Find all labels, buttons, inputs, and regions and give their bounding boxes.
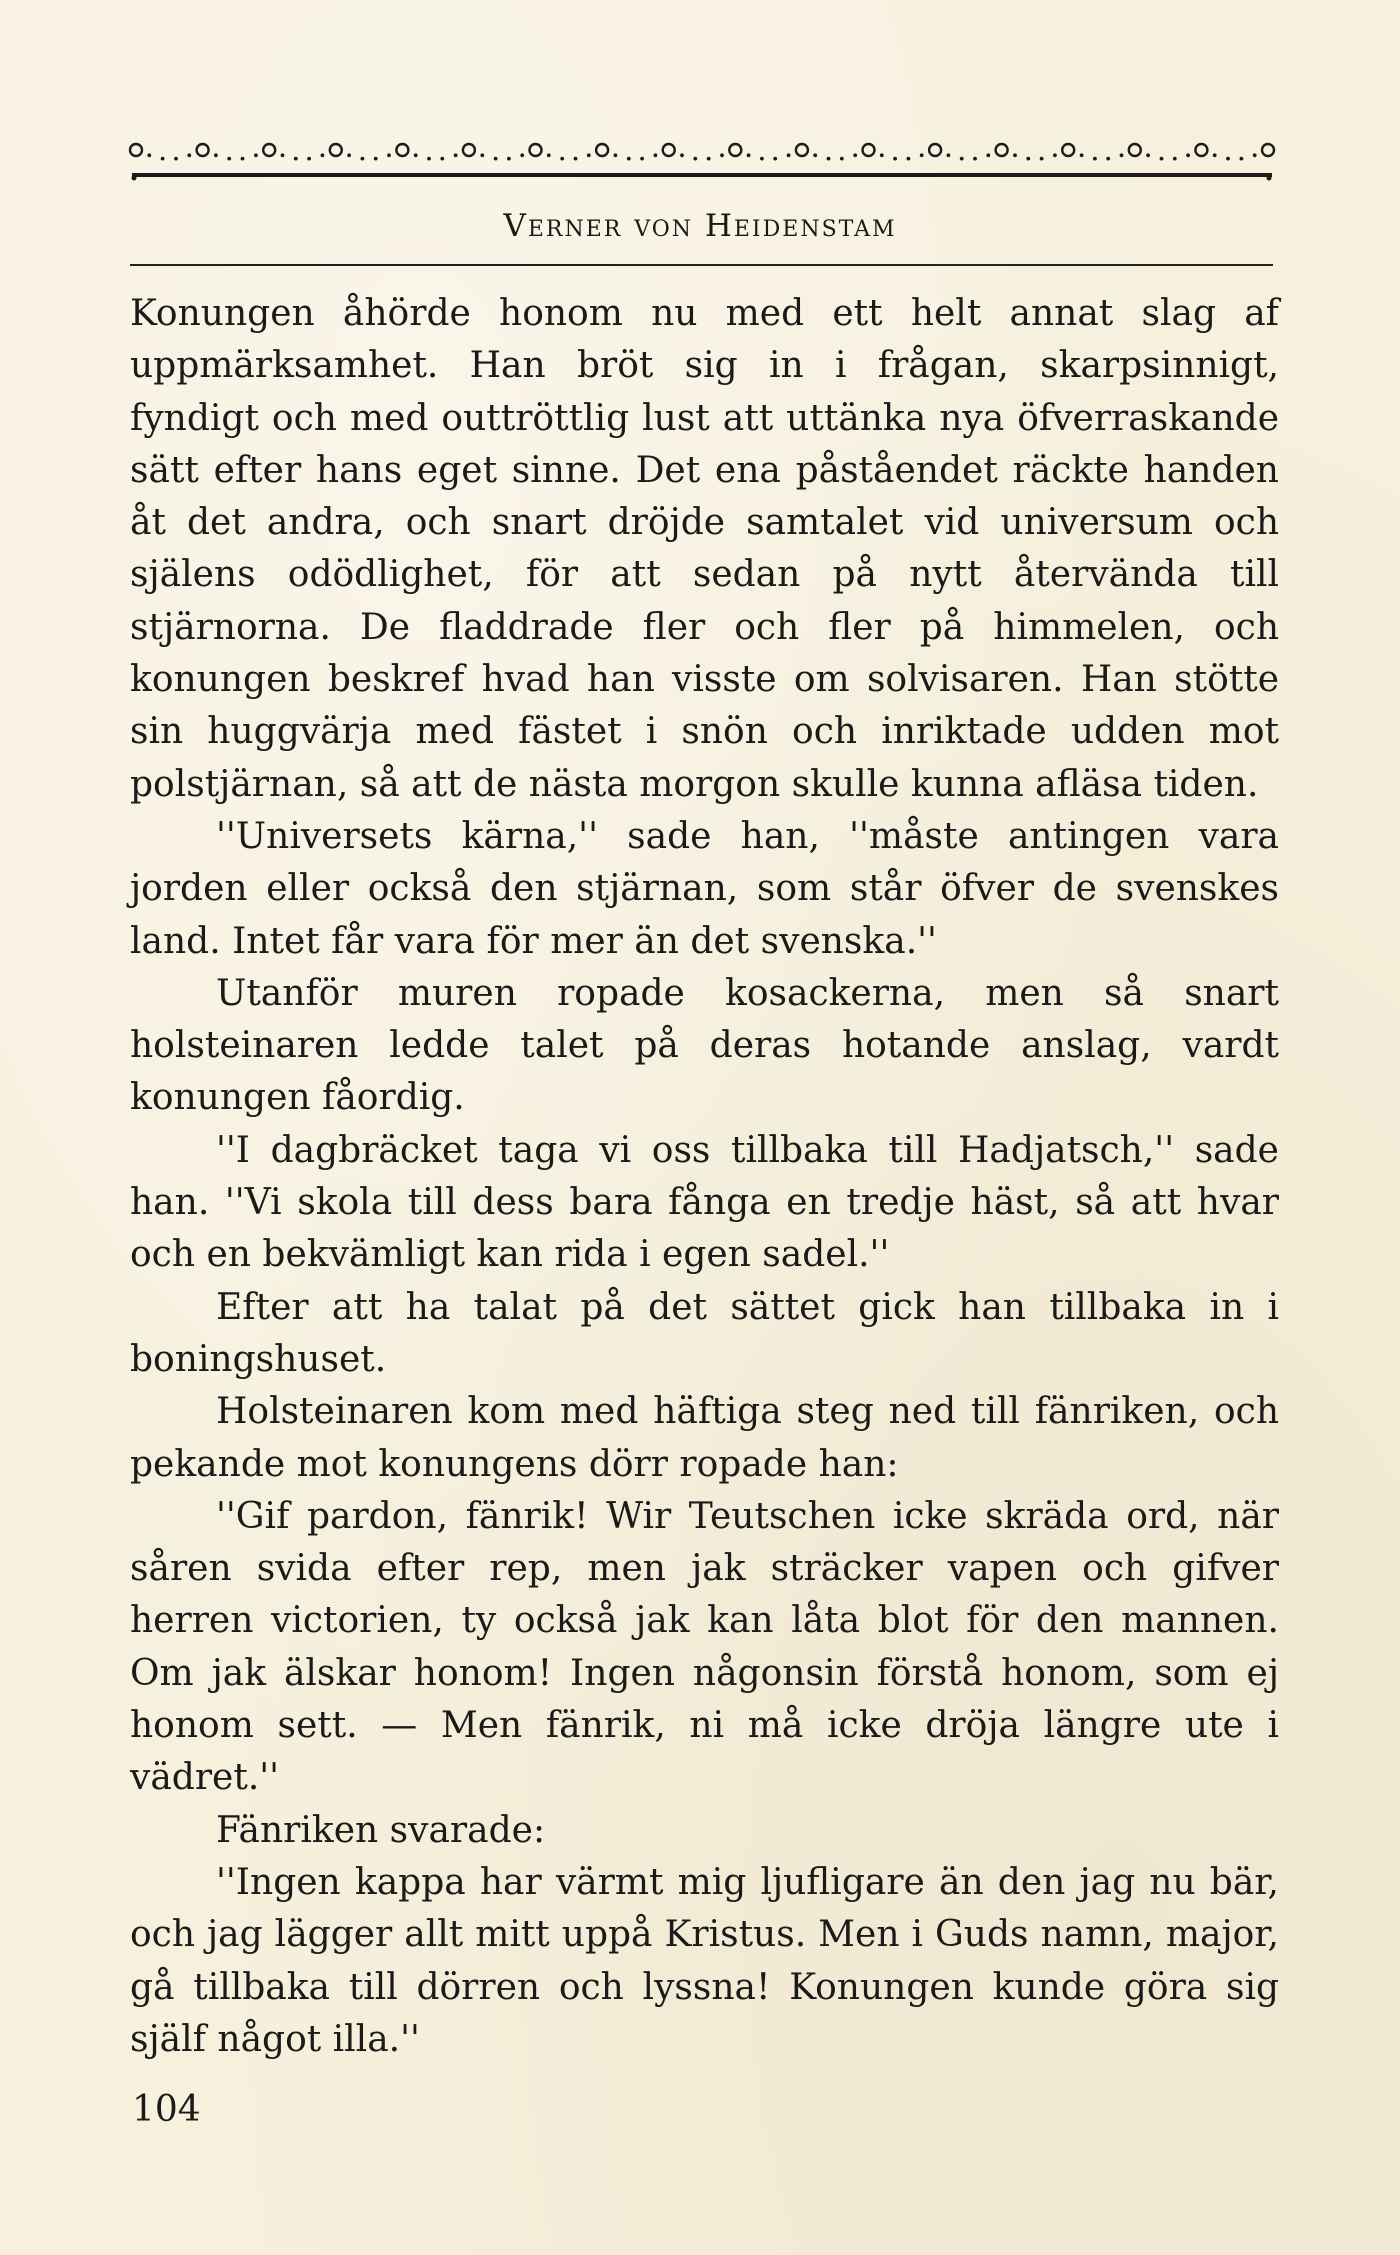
ornament-dot (1093, 157, 1097, 161)
ornament-dot (707, 157, 711, 161)
ornament-circle (263, 144, 275, 156)
ornament-circle (130, 144, 142, 156)
ornament-dot (787, 153, 791, 157)
ornament-circle (330, 144, 342, 156)
ornament-dot (321, 153, 325, 157)
ornament-dot (1160, 157, 1164, 161)
ornament-dot (1120, 153, 1124, 157)
ornament-dot (747, 153, 751, 157)
ornament-dot (294, 157, 298, 161)
ornament-dot (560, 157, 564, 161)
paragraph: ''I dagbräcket taga vi oss tillbaka till Hadjatsch,'' sade han. ''Vi skola till dess bara fånga en tredje häst, så att hvar och en bekvämligt kan rida i egen sadel.'' (130, 1129, 1279, 1276)
ornament-dot (187, 153, 191, 157)
ornament-dot (281, 153, 285, 157)
ornament-dot (227, 157, 231, 161)
ornament-dot (853, 153, 857, 157)
ornament-dot (693, 157, 697, 161)
ornament-circle (796, 144, 808, 156)
ornament-dot (347, 153, 351, 157)
ornament-circle (1062, 144, 1074, 156)
ornament-dot (1226, 157, 1230, 161)
ornament-dot (680, 153, 684, 157)
ornament-dot (361, 157, 365, 161)
ornament-dot (547, 153, 551, 157)
ornament-dot (760, 157, 764, 161)
ornament-dot (1106, 157, 1110, 161)
ornament-dot (507, 157, 511, 161)
ornament-circle (929, 144, 941, 156)
ornament-circle (530, 144, 542, 156)
ornament-circle (596, 144, 608, 156)
ornament-dot (427, 157, 431, 161)
ornament-circle (1129, 144, 1141, 156)
ornament-dot (307, 157, 311, 161)
ornament-dot (414, 153, 418, 157)
ornament-dot (960, 157, 964, 161)
ornament-dot (840, 157, 844, 161)
page-number: 104 (132, 2089, 201, 2130)
ornament-dot (920, 153, 924, 157)
paragraph: ''Ingen kappa har värmt mig ljufligare än den jag nu bär, och jag lägger allt mitt uppå Kristus. Men i Guds namn, major, gå tillbaka till dörren och lyssna! Konungen kunde göra sig själf något illa.'' (130, 1861, 1279, 2060)
ornament-dot (1013, 153, 1017, 157)
ornament-circle (396, 144, 408, 156)
paragraph: Holsteinaren kom med häftiga steg ned till fänriken, och pekande mot konungens dörr ropade han: (130, 1391, 1279, 1485)
ornament-dot (161, 157, 165, 161)
ornament-dot (241, 157, 245, 161)
ornament-dot (640, 157, 644, 161)
ornament-dot (214, 153, 218, 157)
ornament-circle (1262, 144, 1274, 156)
header-ornament (128, 122, 1276, 182)
body-text (130, 288, 1279, 2066)
ornament-dot (520, 153, 524, 157)
ornament-dot (494, 157, 498, 161)
ornament-dot (1080, 153, 1084, 157)
ornament-dot (1240, 157, 1244, 161)
ornament-dot (1026, 157, 1030, 161)
ornament-circle (729, 144, 741, 156)
ornament-circle (197, 144, 209, 156)
ornament-dot (947, 153, 951, 157)
paragraph: ''Universets kärna,'' sade han, ''måste antingen vara jorden eller också den stjärnan, som står öfver de svenskes land. Intet får vara för mer än det svenska.'' (130, 815, 1279, 962)
ornament-dot (827, 157, 831, 161)
ornament-dot (1040, 157, 1044, 161)
ornament-dot (986, 153, 990, 157)
ornament-dot (254, 153, 258, 157)
ornament-dot (907, 157, 911, 161)
ornament-dot (387, 153, 391, 157)
ornament-dot (1213, 153, 1217, 157)
header-rule (130, 264, 1273, 266)
ornament-dot (147, 153, 151, 157)
ornament-circle (863, 144, 875, 156)
ornament-dot (720, 153, 724, 157)
ornament-dot (627, 157, 631, 161)
ornament-circle (663, 144, 675, 156)
ornament-dot (480, 153, 484, 157)
ornament-dot (374, 157, 378, 161)
ornament-dot (773, 157, 777, 161)
paragraph: Efter att ha talat på det sättet gick han tillbaka in i boningshuset. (130, 1286, 1279, 1380)
ornament-dot (614, 153, 618, 157)
ornament-dot (454, 153, 458, 157)
ornament-dot (973, 157, 977, 161)
ornament-dot (587, 153, 591, 157)
paragraph: Fänriken svarade: (216, 1809, 546, 1851)
ornament-dot (440, 157, 444, 161)
ornament-dot (880, 153, 884, 157)
ornament-dot (1146, 153, 1150, 157)
paragraph: Utanför muren ropade kosackerna, men så snart holsteinaren ledde talet på deras hotande anslag, vardt konungen fåordig. (130, 972, 1279, 1119)
ornament-dot (1053, 153, 1057, 157)
ornament-circle (463, 144, 475, 156)
ornament-circle (1195, 144, 1207, 156)
ornament-dot (1253, 153, 1257, 157)
paragraph: ''Gif pardon, fänrik! Wir Teutschen icke skräda ord, när såren svida efter rep, men jak sträcker vapen och gifver herren victorien, ty också jak kan låta blot för den mannen. Om jak älskar honom! Ingen någonsin förstå honom, som ej honom sett. — Men fänrik, ni må icke dröja längre ute i vädret.'' (130, 1495, 1279, 1799)
paragraph: Konungen åhörde honom nu med ett helt annat slag af uppmärksamhet. Han bröt sig in i frågan, skarpsinnigt, fyndigt och med outtröttlig lust att uttänka nya öfverraskande sätt efter hans eget sinne. Det ena påståendet räckte handen åt det andra, och snart dröjde samtalet vid universum och själens odödlighet, för att sedan på nytt återvända till stjärnorna. De fladdrade fler och fler på himmelen, och konungen beskref hvad han visste om solvisaren. Han stötte sin huggvärja med fästet i snön och inriktade udden mot polstjärnan, så att de nästa morgon skulle kunna afläsa tiden. (130, 293, 1279, 805)
ornament-dot (174, 157, 178, 161)
ornament-circle (996, 144, 1008, 156)
running-head: Verner von Heidenstam (503, 208, 897, 244)
ornament-dot (574, 157, 578, 161)
ornament-dot (813, 153, 817, 157)
ornament-dot (1173, 157, 1177, 161)
ornament-dot (1186, 153, 1190, 157)
ornament-dot (893, 157, 897, 161)
ornament-dot (654, 153, 658, 157)
